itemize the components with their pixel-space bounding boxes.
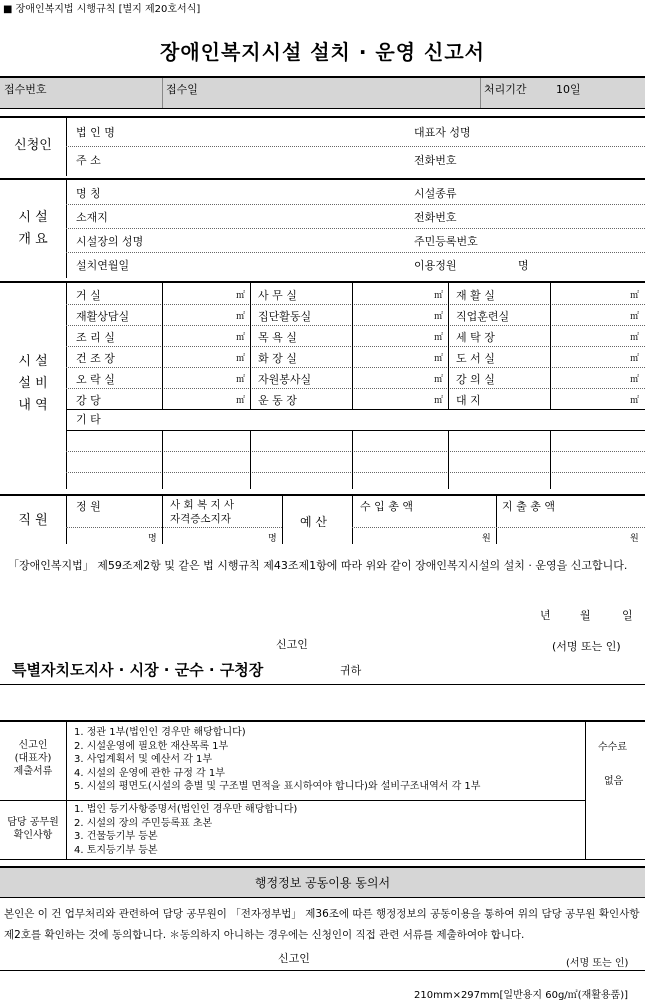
fee-value: 없음 — [604, 776, 624, 787]
consent-title: 행정정보 공동이용 동의서 — [0, 866, 645, 898]
resident-number-label: 주민등록번호 — [414, 235, 478, 248]
other-label: 기 타 — [76, 413, 101, 426]
processing-period-label: 처리기간 — [484, 83, 527, 96]
label-line: 제출서류 — [13, 766, 53, 777]
doc-item: 3. 사업계획서 및 예산서 각 1부 — [74, 754, 213, 765]
rep-name-label: 대표자 성명 — [414, 126, 471, 139]
budget-label: 예 산 — [300, 515, 327, 529]
doc-item: 1. 법인 등기사항증명서(법인인 경우만 해당합니다) — [74, 804, 298, 815]
divider — [66, 283, 67, 489]
divider — [162, 496, 163, 544]
label-line: 담당 공무원 — [7, 817, 59, 828]
divider — [282, 496, 283, 544]
facility-room-label: 오 락 실 — [76, 373, 115, 386]
facility-overview-label — [0, 207, 66, 251]
staff-budget-section — [0, 494, 645, 544]
corp-name-label: 법 인 명 — [76, 126, 115, 139]
doc-item: 2. 시설운영에 필요한 재산목록 1부 — [74, 740, 229, 752]
person-unit: 명 — [148, 534, 157, 544]
social-worker-label: 사 회 복 지 사 — [170, 499, 235, 511]
label-line: 시 설 — [18, 354, 48, 369]
facility-room-label: 거 실 — [76, 289, 101, 302]
doc-item: 4. 토지등기부 등본 — [74, 844, 158, 856]
facility-phone-label: 전화번호 — [414, 211, 457, 224]
doc-item: 2. 시설의 장의 주민등록표 초본 — [74, 817, 213, 829]
receipt-row — [0, 76, 645, 109]
facility-room-label: 집단활동실 — [258, 310, 312, 323]
income-label: 수 입 총 액 — [360, 500, 413, 513]
label-line: 내 역 — [18, 398, 48, 413]
row-divider — [66, 204, 645, 205]
established-date-label: 설치연월일 — [76, 259, 130, 272]
label-line: (대표자) — [14, 753, 52, 764]
divider — [0, 684, 645, 685]
area-unit: ㎡ — [630, 291, 640, 301]
doc-item: 4. 시설의 운영에 관한 규정 각 1부 — [74, 767, 225, 779]
form-reference-note: ■ 장애인복지법 시행규칙 [별지 제20호서식] — [3, 4, 201, 15]
area-unit: ㎡ — [236, 396, 246, 406]
facility-details-section — [0, 281, 645, 489]
row-divider — [66, 409, 645, 410]
person-unit: 명 — [268, 534, 277, 544]
area-unit: ㎡ — [236, 333, 246, 343]
facility-room-label: 직업훈련실 — [456, 310, 510, 323]
divider — [585, 722, 586, 860]
phone-label: 전화번호 — [414, 154, 457, 167]
doc-item: 3. 건물등기부 등본 — [74, 831, 158, 842]
divider — [0, 970, 645, 971]
label-line: 시 설 — [18, 210, 48, 225]
consent-sign-label: 신고인 — [278, 952, 310, 965]
row-divider — [0, 800, 585, 801]
facility-details-label — [0, 351, 66, 417]
processing-period-value: 10일 — [556, 83, 581, 96]
column-divider — [162, 283, 163, 409]
row-divider — [66, 367, 645, 368]
facility-type-label: 시설종류 — [414, 187, 457, 200]
staff-label: 직 원 — [18, 513, 48, 528]
label-line: 확인사항 — [13, 830, 53, 841]
column-divider — [250, 430, 251, 489]
applicant-docs-label — [0, 739, 66, 778]
facility-location-label: 소재지 — [76, 211, 108, 224]
row-divider — [66, 146, 645, 147]
applicant-section-label: 신청인 — [14, 138, 52, 153]
facility-room-label: 재활상담실 — [76, 310, 130, 323]
document-title: 장애인복지시설 설치 · 운영 신고서 — [160, 40, 485, 64]
applicant-section — [0, 116, 645, 176]
column-divider — [550, 283, 551, 409]
facility-room-label: 목 욕 실 — [258, 331, 297, 344]
row-divider — [66, 388, 645, 389]
facility-room-label: 화 장 실 — [258, 352, 297, 365]
consent-text: 본인은 이 건 업무처리와 관련하여 담당 공무원이 「전자정부법」 제36조에 따른 행정정보의 공동이용을 통하여 위의 담당 공무원 확인사항 제2호를 확인하는 것에 동의합니다. ＊동의하지 아니하는 경우에는 신청인이 직접 관련 서류를 제출하여야 합니다. — [4, 908, 640, 941]
honorific: 귀하 — [340, 664, 362, 677]
area-unit: ㎡ — [236, 354, 246, 364]
divider — [66, 722, 67, 860]
facility-room-label: 재 활 실 — [456, 289, 495, 302]
row-divider — [66, 430, 645, 431]
head-name-label: 시설장의 성명 — [76, 235, 144, 248]
area-unit: ㎡ — [434, 312, 444, 322]
date-year-label: 년 — [540, 609, 551, 622]
capacity-label: 이용정원 — [414, 259, 457, 272]
facility-room-label: 건 조 장 — [76, 352, 115, 365]
facility-name-label: 명 칭 — [76, 187, 101, 200]
divider — [162, 78, 163, 108]
divider — [66, 496, 67, 544]
receipt-date-label: 접수일 — [166, 83, 198, 96]
row-divider — [66, 325, 645, 326]
won-unit: 원 — [630, 534, 639, 544]
area-unit: ㎡ — [434, 291, 444, 301]
official-docs-list — [74, 803, 297, 857]
row-divider — [66, 472, 645, 473]
facility-room-label: 도 서 실 — [456, 352, 495, 365]
area-unit: ㎡ — [434, 396, 444, 406]
facility-room-label: 강 의 실 — [456, 373, 495, 386]
area-unit: ㎡ — [236, 291, 246, 301]
label-line: 신고인 — [18, 740, 48, 751]
doc-item: 1. 정관 1부(법인인 경우만 해당합니다) — [74, 727, 246, 738]
column-divider — [550, 430, 551, 489]
row-divider — [66, 346, 645, 347]
address-label: 주 소 — [76, 154, 101, 167]
column-divider — [352, 430, 353, 489]
area-unit: ㎡ — [236, 375, 246, 385]
divider — [66, 118, 67, 176]
receipt-number-label: 접수번호 — [4, 83, 47, 96]
facility-room-label: 대 지 — [456, 394, 481, 407]
attachments-section — [0, 720, 645, 860]
column-divider — [250, 283, 251, 409]
social-worker-label-2: 자격증소지자 — [170, 513, 231, 525]
label-line: 개 요 — [18, 232, 48, 247]
area-unit: ㎡ — [434, 354, 444, 364]
divider — [352, 496, 353, 544]
fee-label: 수수료 — [598, 742, 627, 753]
divider — [66, 180, 67, 278]
area-unit: ㎡ — [434, 333, 444, 343]
divider — [496, 496, 497, 544]
quota-label: 정 원 — [76, 500, 101, 513]
capacity-unit: 명 — [518, 259, 529, 272]
column-divider — [352, 283, 353, 409]
consent-sign-note: (서명 또는 인) — [566, 958, 629, 969]
facility-room-label: 사 무 실 — [258, 289, 297, 302]
sign-note: (서명 또는 인) — [552, 640, 621, 653]
label-line: 설 비 — [18, 376, 48, 391]
row-divider — [66, 228, 645, 229]
area-unit: ㎡ — [434, 375, 444, 385]
area-unit: ㎡ — [630, 396, 640, 406]
area-unit: ㎡ — [630, 312, 640, 322]
won-unit: 원 — [482, 534, 491, 544]
area-unit: ㎡ — [236, 312, 246, 322]
declaration-text: 「장애인복지법」 제59조제2항 및 같은 법 시행규칙 제43조제1항에 따라 위와 같이 장애인복지시설의 설치 · 운영을 신고합니다. — [8, 559, 628, 572]
row-divider — [66, 304, 645, 305]
facility-room-label: 운 동 장 — [258, 394, 297, 407]
column-divider — [448, 430, 449, 489]
facility-room-label: 조 리 실 — [76, 331, 115, 344]
recipient: 특별자치도지사 · 시장 · 군수 · 구청장 — [12, 661, 264, 679]
area-unit: ㎡ — [630, 333, 640, 343]
column-divider — [162, 430, 163, 489]
column-divider — [448, 283, 449, 409]
area-unit: ㎡ — [630, 354, 640, 364]
date-month-label: 월 — [580, 609, 591, 622]
divider — [480, 78, 481, 108]
facility-room-label: 자원봉사실 — [258, 373, 312, 386]
area-unit: ㎡ — [630, 375, 640, 385]
facility-room-label: 세 탁 장 — [456, 331, 495, 344]
date-day-label: 일 — [622, 609, 633, 622]
facility-overview-section — [0, 178, 645, 278]
doc-item: 5. 시설의 평면도(시설의 층별 및 구조별 면적을 표시하여야 합니다)와 설비구조내역서 각 1부 — [74, 781, 481, 792]
row-divider — [66, 451, 645, 452]
applicant-sign-label: 신고인 — [276, 638, 308, 651]
row-divider — [66, 252, 645, 253]
row-divider — [352, 527, 645, 528]
paper-spec: 210mm×297mm[일반용지 60g/㎡(재활용품)] — [414, 990, 629, 1000]
row-divider — [66, 527, 282, 528]
applicant-docs-list — [74, 726, 480, 794]
official-check-label — [0, 816, 66, 842]
facility-room-label: 강 당 — [76, 394, 101, 407]
expense-label: 지 출 총 액 — [502, 500, 555, 513]
